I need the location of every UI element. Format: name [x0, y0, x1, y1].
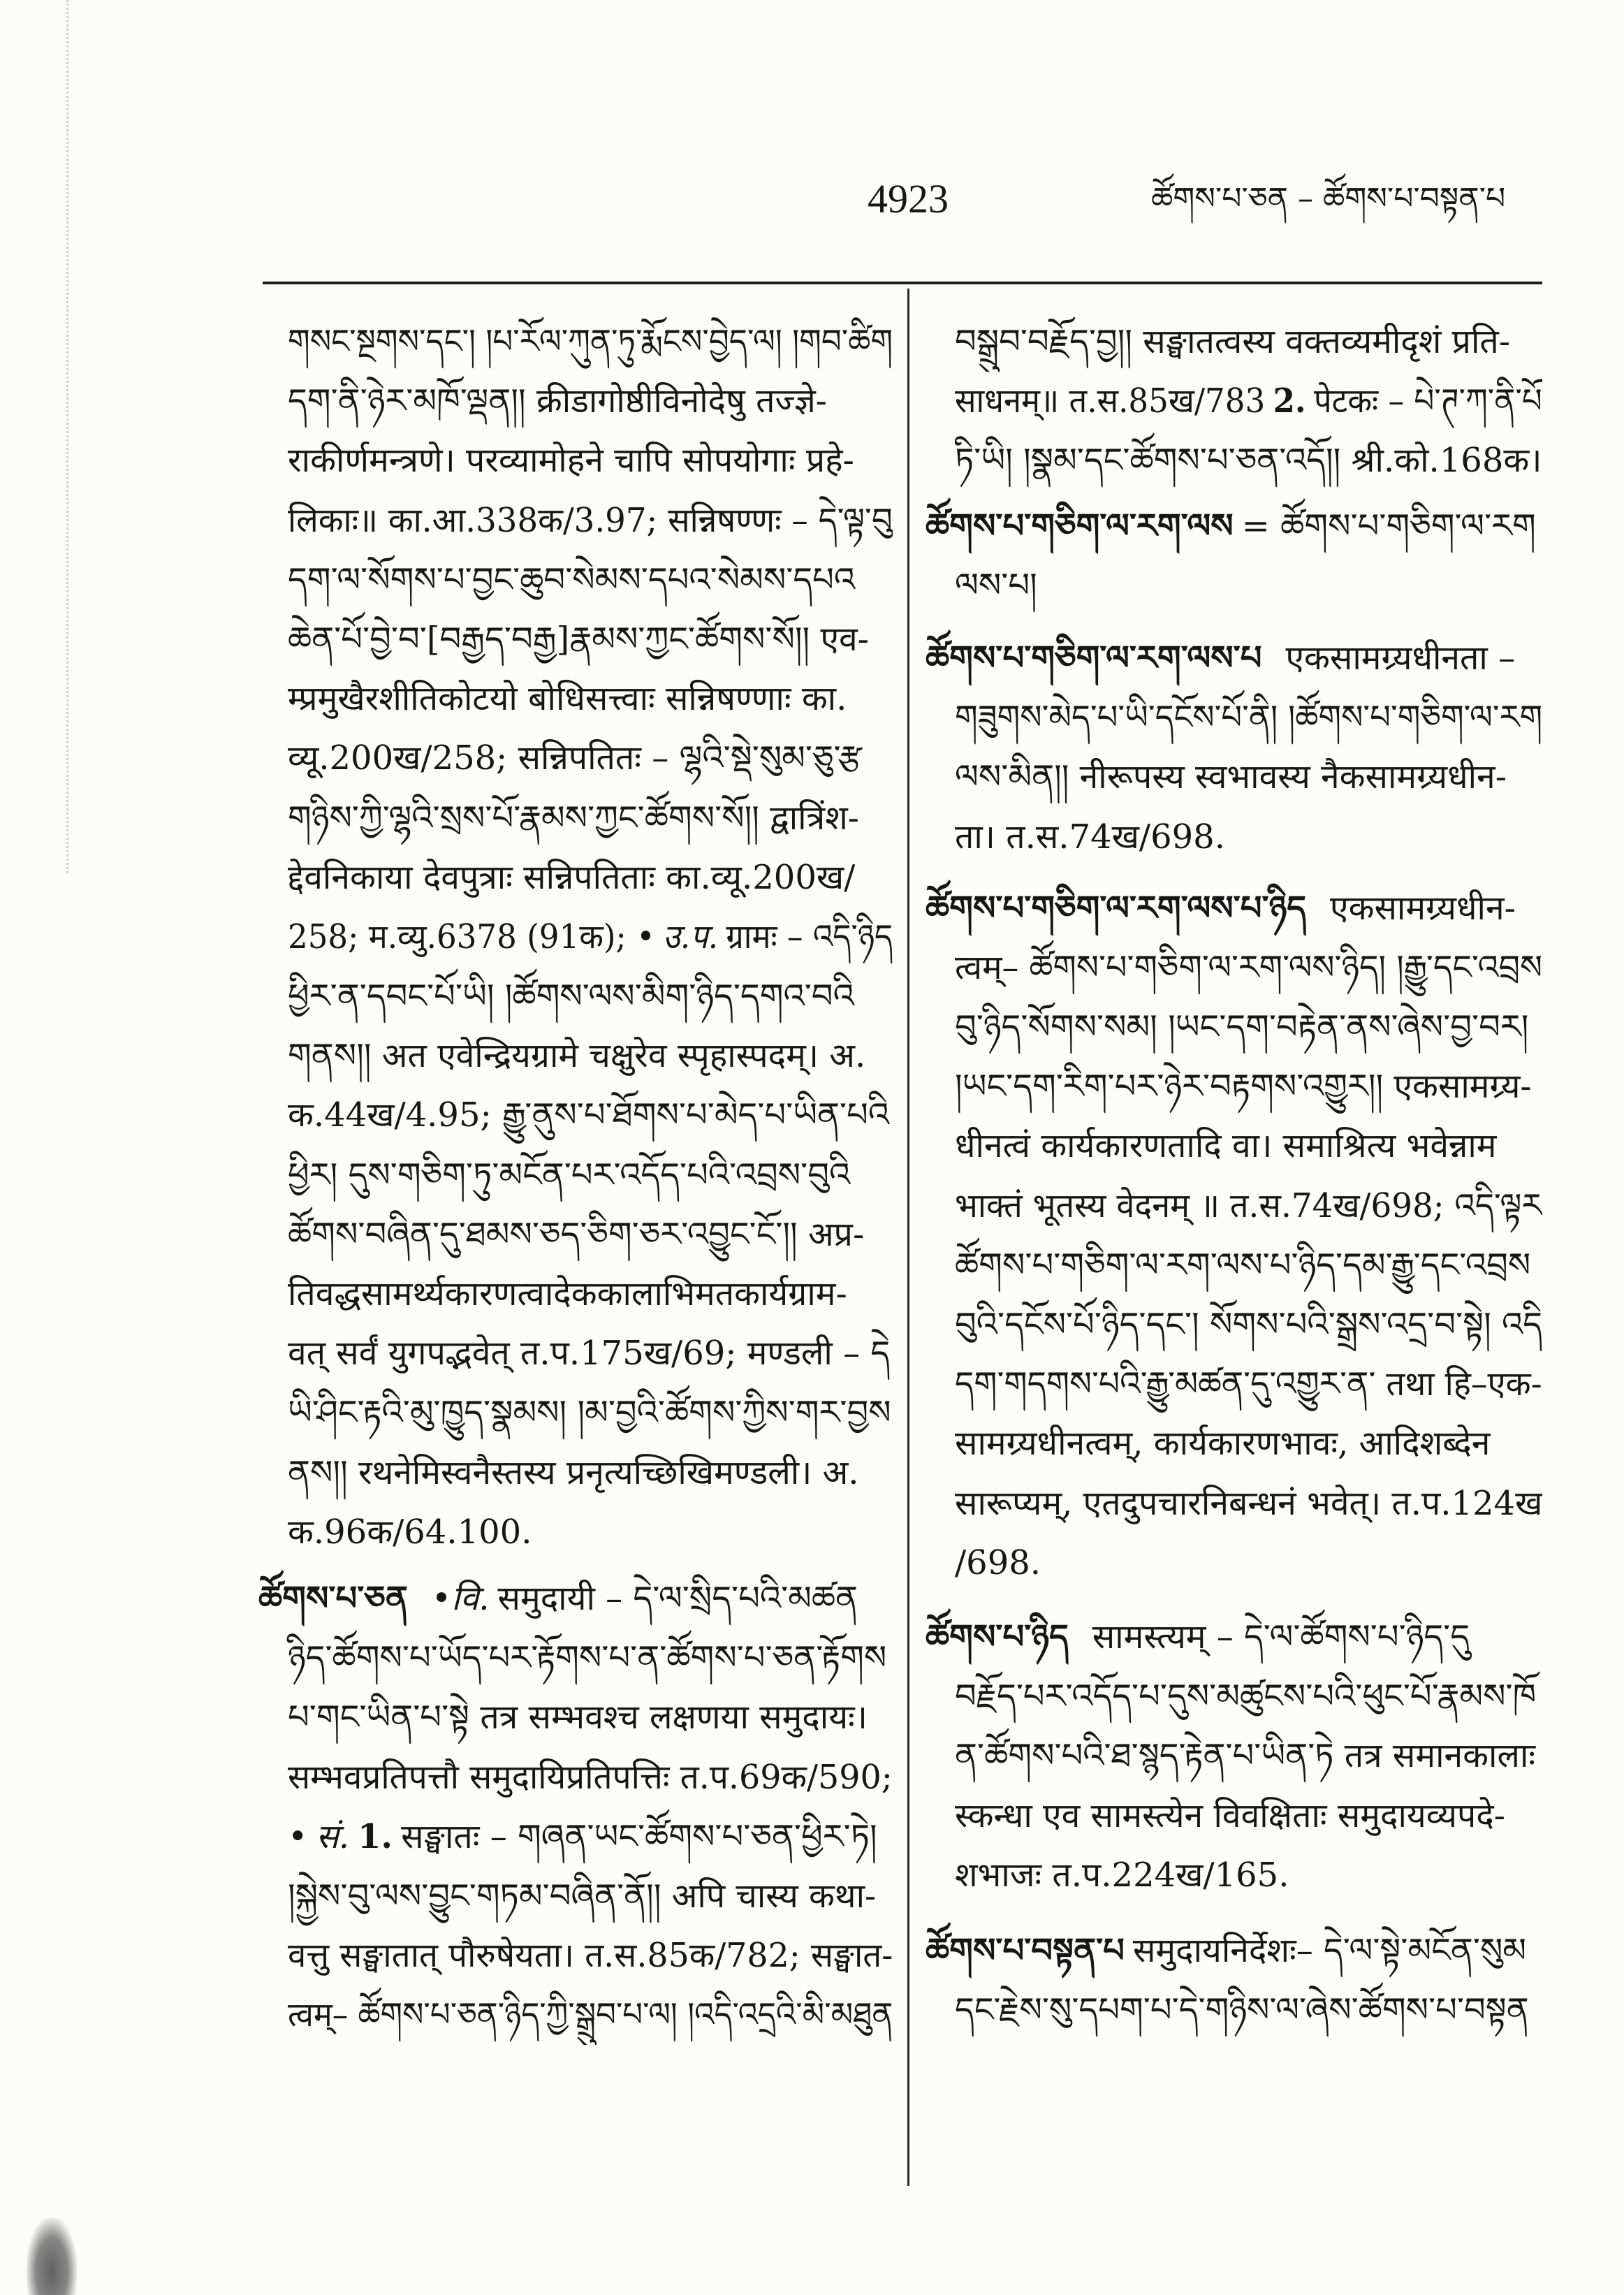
- headword: ཚོགས་པ་བསྟན་པ: [926, 1930, 1125, 1970]
- headword: ཚོགས་པ་གཅིག་ལ་རག་ལས་པ: [926, 638, 1262, 678]
- line-text: བུ་ཉིད་སོགས་སམ། །ཡང་དག་བརྟེན་ནས་ཞེས་བྱ་བར།: [955, 1007, 1529, 1047]
- entry-first-line: [926, 629, 1542, 688]
- line-text: /698.: [955, 1543, 1041, 1582]
- bullet: •: [431, 1578, 452, 1618]
- line-text: ཕྱིར་ན་དབང་པོ་ཡི། །ཚོགས་ལས་མིག་ཉིད་དགའ་བའི: [288, 977, 854, 1017]
- text-line: [258, 908, 893, 967]
- text-line: [258, 1688, 893, 1747]
- header-rule: [263, 282, 1542, 284]
- line-text: ལས་པ།: [955, 565, 1037, 605]
- text-line: [258, 1867, 893, 1926]
- entry-first-line: [926, 1608, 1542, 1667]
- line-text: = ཚོགས་པ་གཅིག་ལ་རག: [1241, 506, 1536, 546]
- text-line: [926, 1355, 1542, 1414]
- text-line: [258, 967, 893, 1026]
- line-text-composite: [926, 497, 1536, 556]
- text-line: [258, 372, 893, 431]
- usage-label: उ.प.: [662, 917, 719, 956]
- entry-first-line: [926, 1921, 1542, 1981]
- line-text: साधनम्॥ त.स.85ख/783: [955, 381, 1266, 421]
- line-text: पेटकः – པེ་ཊ་ཀ་ནི་པོ: [1313, 381, 1542, 421]
- line-text: स्कन्धा एव सामस्त्येन विवक्षिताः समुदायव्यपदे-: [955, 1795, 1505, 1835]
- headword: ཚོགས་པ་ཉིད: [926, 1617, 1069, 1656]
- continued-entry: [258, 312, 893, 1562]
- text-line: [258, 1383, 893, 1443]
- line-text: म्प्रमुखैरशीतिकोटयो बोधिसत्त्वाः सन्निषण्णाः का.: [288, 679, 847, 719]
- line-text: །སྐྱེས་བུ་ལས་བྱུང་གཏམ་བཞིན་ནོ།། अपि चास्य कथा-: [288, 1876, 877, 1916]
- text-line: [258, 729, 893, 788]
- text-line: [926, 372, 1542, 431]
- line-text: राकीर्णमन्त्रणे। परव्यामोहने चापि सोपयोगाः प्रहे-: [288, 441, 854, 481]
- line-text-composite: [926, 629, 1515, 688]
- line-text-composite: [926, 1608, 1470, 1667]
- line-text-composite: [926, 1921, 1526, 1981]
- line-text: वत् सर्वं युगपद्भवेत् त.प.175ख/69; मण्डली – དེ: [288, 1334, 891, 1374]
- entry-first-line: [926, 879, 1542, 938]
- text-line: [258, 1503, 893, 1562]
- text-line: [258, 1086, 893, 1145]
- line-text: समुदायी – དེ་ལ་སྲིད་པའི་མཚན: [497, 1578, 858, 1618]
- line-text: क.44ख/4.95; རྒྱུ་ནུས་པ་ཐོགས་པ་མེད་པ་ཡིན་པའི: [288, 1095, 890, 1135]
- text-line: [926, 1981, 1542, 2040]
- dictionary-entry: [926, 1608, 1542, 1905]
- line-text-composite: [258, 1569, 858, 1629]
- dictionary-entry: [926, 1921, 1542, 2040]
- text-line: [258, 1807, 893, 1867]
- right-column: [926, 312, 1542, 2040]
- sense-number: 1.: [358, 1816, 393, 1856]
- line-text: शभाजः त.प.224ख/165.: [955, 1855, 1289, 1895]
- text-line: [258, 1026, 893, 1086]
- text-line: [258, 848, 893, 908]
- line-text: सामग्र्यधीनत्वम्, कार्यकारणभावः, आदिशब्देन: [955, 1424, 1491, 1464]
- text-line: [926, 1533, 1542, 1593]
- entry-first-line: [258, 1569, 893, 1629]
- text-line: [258, 1265, 893, 1324]
- running-head-text: ཚོགས་པ་ཅན – ཚོགས་པ་བསྟན་པ: [1151, 181, 1506, 217]
- text-line: [258, 1205, 893, 1265]
- line-text-composite: [955, 372, 1542, 431]
- text-line: [926, 998, 1542, 1057]
- text-line: [258, 1146, 893, 1205]
- text-line: [926, 1295, 1542, 1355]
- line-text: ཡི་ཤིང་རྟའི་མུ་ཁྱུད་སྣམས། །མ་བྱའི་ཚོགས་ཀྱིས་གར་བྱས: [288, 1393, 891, 1433]
- text-line: [258, 669, 893, 729]
- entry-first-line: [926, 497, 1542, 556]
- line-text: །ཡང་དག་རིག་པར་ཉེར་བརྟགས་འགྱུར།། एकसामग्र्य-: [955, 1067, 1532, 1107]
- text-line: [258, 431, 893, 490]
- line-text: तिवद्धसामर्थ्यकारणत्वादेककालाभिमतकार्यग्राम-: [288, 1274, 847, 1313]
- line-text: एकसामग्र्यधीन-: [1330, 888, 1516, 928]
- text-line: [926, 1474, 1542, 1533]
- line-text: क.96क/64.100.: [288, 1512, 532, 1552]
- part-of-speech: वि.: [451, 1578, 490, 1618]
- text-line: [258, 1324, 893, 1383]
- column-divider: [907, 289, 909, 2186]
- text-line: [258, 1748, 893, 1807]
- line-text: གནས།། अत एवेन्द्रियग्रामे चक्षुरेव स्पृहास्पदम्। अ.: [288, 1036, 866, 1076]
- headword: ཚོགས་པ་གཅིག་ལ་རག་ལས: [926, 506, 1234, 546]
- line-text: द्देवनिकाया देवपुत्राः सन्निपतिताः का.व्यू.200ख/: [288, 857, 856, 897]
- line-text: सारूप्यम्, एतदुपचारनिबन्धनं भवेत्। त.प.124ख: [955, 1483, 1542, 1523]
- headword: ཚོགས་པ་ཅན: [258, 1578, 408, 1618]
- line-text: त्वम्– ཚོགས་པ་ཅན་ཉིད་ཀྱི་སྒྲུབ་པ་ལ། །འདི་འདྲའི་མི་མཐུན: [288, 1995, 893, 2035]
- text-line: [926, 1236, 1542, 1295]
- page-number: 4923: [868, 176, 949, 221]
- line-text: བསྒྲུབ་བརྗོད་བྱ།། सङ्घातत्वस्य वक्तव्यमीदृशं प्रति-: [955, 322, 1510, 361]
- line-text: ནས།། रथनेमिस्वनैस्तस्य प्रनृत्यच्छिखिमण्डली। अ.: [288, 1452, 859, 1492]
- line-text: 258; म.व्यु.6378 (91क); •: [288, 917, 655, 956]
- scan-margin-artifact: [66, 0, 68, 873]
- text-line: [926, 1786, 1542, 1846]
- line-text: ता। त.स.74ख/698.: [955, 817, 1225, 857]
- text-line: [926, 688, 1542, 748]
- scan-corner-artifact: [27, 2218, 77, 2295]
- line-text: सम्भवप्रतिपत्तौ समुदायिप्रतिपत्तिः त.प.69क/590;: [288, 1757, 893, 1797]
- text-line: [258, 1629, 893, 1688]
- line-text: ལས་མིན།། नीरूपस्य स्वभावस्य नैकसामग्र्यधीन-: [955, 757, 1507, 797]
- line-text: ཚོགས་བཞིན་དུ་ཐམས་ཅད་ཅིག་ཅར་འབྱུང་ངོ་།། अप्र-: [288, 1214, 865, 1254]
- dictionary-entry: [926, 497, 1542, 615]
- text-line: [926, 808, 1542, 867]
- part-of-speech: सं.: [316, 1816, 350, 1856]
- text-line: [258, 551, 893, 610]
- text-line: [926, 1846, 1542, 1905]
- text-line: [258, 1443, 893, 1503]
- line-text: གསང་སྔགས་དང་། །པ་རོལ་ཀུན་ཏུ་རྨོངས་བྱེད་ལ། །གབ་ཚིག: [288, 322, 893, 361]
- line-text: ཕྱིར། དུས་གཅིག་ཏུ་མངོན་པར་འདོད་པའི་འབྲས་བུའི: [288, 1155, 851, 1195]
- line-text: དག་ལ་སོགས་པ་བྱང་ཆུབ་སེམས་དཔའ་སེམས་དཔའ: [288, 560, 856, 599]
- line-text: པ་གང་ཡིན་པ་སྟེ तत्र सम्भवश्च लक्षणया समुदायः।: [288, 1698, 868, 1737]
- line-text: ཏི་ཡི། །སྣམ་དང་ཚོགས་པ་ཅན་འདོ།། श्री.को.168क।: [955, 441, 1542, 481]
- line-text: त्वम्– ཚོགས་པ་གཅིག་ལ་རག་ལས་ཉིད། །རྒྱུ་དང་འབྲས: [955, 947, 1542, 987]
- text-line: [926, 1057, 1542, 1116]
- text-line: [258, 1926, 893, 1986]
- text-line: [258, 789, 893, 848]
- line-text: དག་གདགས་པའི་རྒྱུ་མཚན་དུ་འགྱུར་ན་ तथा हि–एक-: [955, 1364, 1542, 1404]
- text-line: [926, 1726, 1542, 1786]
- line-text: व्यू.200ख/258; सन्निपतितः – ལྷའི་སྡེ་སུམ་ཅུ་རྩ: [288, 738, 862, 778]
- left-column: [258, 312, 893, 2045]
- line-text-composite: [926, 879, 1516, 938]
- text-line: [926, 1116, 1542, 1176]
- text-line: [926, 431, 1542, 490]
- line-text: एकसामग्र्यधीनता –: [1285, 638, 1516, 678]
- dictionary-entry: [926, 629, 1542, 867]
- line-text: བུའི་དངོས་པོ་ཉིད་དང་། སོགས་པའི་སྒྲས་འདྲ་བ་སྟེ། འདི: [955, 1305, 1542, 1344]
- dictionary-entry: [926, 879, 1542, 1593]
- line-text: ཆེན་པོ་བྱེ་བ་[བརྒྱད་བརྒྱ]རྣམས་ཀྱང་ཚོགས་སོ།། एव-: [288, 619, 869, 659]
- line-text: བརྗོད་པར་འདོད་པ་དུས་མཚུངས་པའི་ཕུང་པོ་རྣམས་ཁོ: [955, 1677, 1537, 1717]
- text-line: [258, 491, 893, 551]
- text-line: [258, 312, 893, 372]
- line-text: सङ्घातः – གཞན་ཡང་ཚོགས་པ་ཅན་ཕྱིར་ཏེ།: [401, 1816, 877, 1856]
- bullet: •: [288, 1816, 308, 1856]
- text-line: [926, 556, 1542, 615]
- text-line: [258, 1986, 893, 2045]
- line-text: ग्रामः – འདི་ཉིད: [726, 917, 893, 956]
- text-line: [926, 312, 1542, 372]
- dictionary-entry: [258, 1569, 893, 2046]
- text-line: [926, 1414, 1542, 1473]
- line-text: ཚོགས་པ་གཅིག་ལ་རག་ལས་པ་ཉིད་དམ་རྒྱུ་དང་འབྲས: [955, 1245, 1531, 1285]
- line-text: वत्तु सङ्घातात् पौरुषेयता। त.स.85क/782; सङ्घात-: [288, 1936, 893, 1976]
- text-line: [926, 1176, 1542, 1236]
- text-line: [926, 1667, 1542, 1726]
- line-text: भाक्तं भूतस्य वेदनम् ॥ त.स.74ख/698; འདི་ལྟར: [955, 1186, 1542, 1225]
- line-text: དག་ནི་ཉེར་མཁོ་ལྡན།། क्रीडागोष्ठीविनोदेषु तज्ज्ञे-: [288, 381, 827, 421]
- line-text: समुदायनिर्देशः– དེ་ལ་སྟེ་མངོན་སུམ: [1132, 1930, 1527, 1970]
- line-text: सामस्त्यम् – དེ་ལ་ཚོགས་པ་ཉིད་དུ: [1092, 1617, 1470, 1656]
- text-line: [926, 748, 1542, 807]
- text-line: [258, 610, 893, 669]
- line-text: དང་རྗེས་སུ་དཔག་པ་དེ་གཉིས་ལ་ཞེས་ཚོགས་པ་བསྟན: [955, 1990, 1529, 2030]
- text-line: [926, 938, 1542, 998]
- line-text-composite: [288, 908, 893, 967]
- line-text: ཉིད་ཚོགས་པ་ཡོད་པར་རྟོགས་པ་ན་ཚོགས་པ་ཅན་རྟོགས: [288, 1638, 887, 1678]
- line-text-composite: [288, 1807, 877, 1867]
- line-text: ན་ཚོགས་པའི་ཐ་སྙད་རྟེན་པ་ཡིན་ཏེ तत्र समानकालाः: [955, 1736, 1536, 1776]
- continued-entry: [926, 312, 1542, 491]
- running-head: [1151, 171, 1542, 227]
- line-text: लिकाः॥ का.आ.338क/3.97; सन्निषण्णः – དེ་ལྟ་བུ: [288, 500, 893, 540]
- line-text: གཉིས་ཀྱི་ལྷའི་སྲས་པོ་རྣམས་ཀྱང་ཚོགས་སོ།། द्वात्रिंश-: [288, 798, 859, 838]
- line-text: धीनत्वं कार्यकारणतादि वा। समाश्रित्य भवेन्नाम: [955, 1126, 1497, 1166]
- headword: ཚོགས་པ་གཅིག་ལ་རག་ལས་པ་ཉིད: [926, 888, 1307, 928]
- sense-number: 2.: [1273, 381, 1306, 421]
- line-text: གཟུགས་མེད་པ་ཡི་དངོས་པོ་ནི། །ཚོགས་པ་གཅིག་ལ་རག: [955, 698, 1542, 738]
